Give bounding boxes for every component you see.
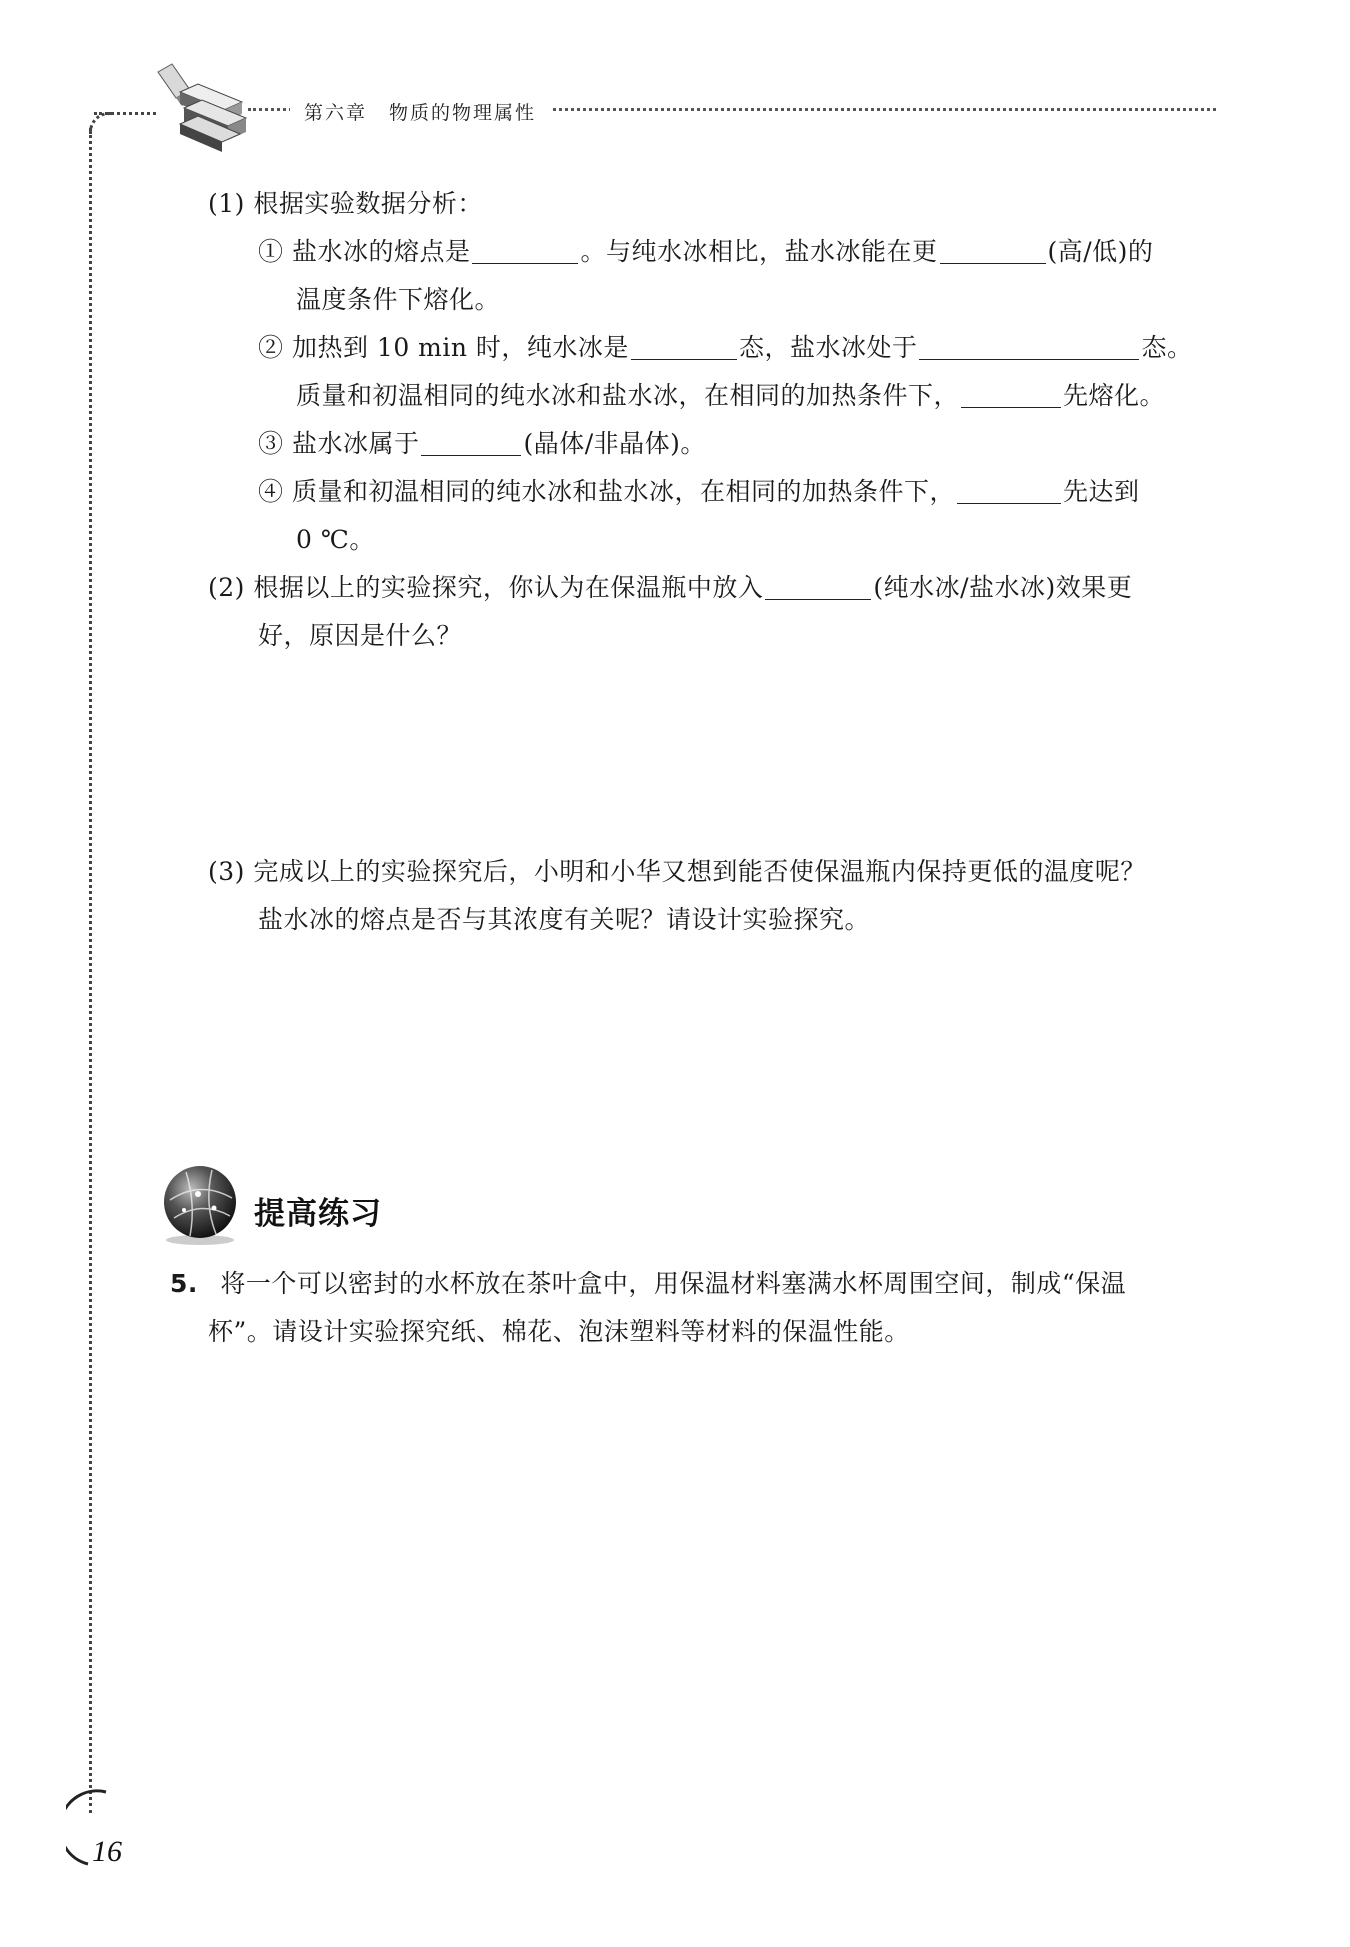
q1-item-2-text-d: 质量和初温相同的纯水冰和盐水冰，在相同的加热条件下， <box>296 381 960 410</box>
page-frame-left <box>89 128 92 1813</box>
running-header <box>290 98 550 125</box>
answer-blank[interactable] <box>961 383 1061 408</box>
q1-item-1-line-2: 温度条件下熔化。 <box>296 285 501 314</box>
q2-text-a: (2) 根据以上的实验探究，你认为在保温瓶中放入 <box>208 573 764 602</box>
answer-blank[interactable] <box>472 239 578 264</box>
answer-blank[interactable] <box>631 335 737 360</box>
q1-item-3-text-a: 盐水冰属于 <box>291 429 420 458</box>
q5-number: 5. <box>170 1269 198 1298</box>
q1-item-1-text-c: (高/低)的 <box>1047 237 1154 266</box>
globe-icon <box>156 1160 246 1250</box>
q1-item-1-text-b: 。与纯水冰相比，盐水冰能在更 <box>580 237 938 266</box>
q2-text-b: (纯水冰/盐水冰)效果更 <box>873 573 1133 602</box>
q1-item-2-text-e: 先熔化。 <box>1063 381 1166 410</box>
chapter-title: 物质的物理属性 <box>389 102 537 124</box>
section-title: 提高练习 <box>254 1196 382 1232</box>
q2-line-1 <box>208 571 1132 605</box>
q1-item-2-line-1 <box>258 331 1192 365</box>
q1-item-1-text-a: 盐水冰的熔点是 <box>291 237 471 266</box>
q1-item-2-line-2 <box>296 379 1165 413</box>
page-number: 16 <box>92 1835 122 1868</box>
circled-num-3: ③ <box>258 429 284 458</box>
q1-item-2-text-a: 加热到 10 min 时，纯水冰是 <box>291 333 629 362</box>
q5-text-a: 将一个可以密封的水杯放在茶叶盒中，用保温材料塞满水杯周围空间，制成“保温 <box>220 1269 1127 1298</box>
q1-item-3-text-b: (晶体/非晶体)。 <box>523 429 706 458</box>
answer-blank[interactable] <box>421 431 521 456</box>
q5-line-2: 杯”。请设计实验探究纸、棉花、泡沫塑料等材料的保温性能。 <box>208 1317 910 1346</box>
answer-blank[interactable] <box>919 335 1139 360</box>
q1-item-4-line-2: 0 ℃。 <box>296 525 375 554</box>
page-frame-corner <box>89 112 112 135</box>
q1-item-4-text-b: 先达到 <box>1062 477 1140 506</box>
answer-blank[interactable] <box>765 575 871 600</box>
q1-item-2-text-b: 态，盐水冰处于 <box>738 333 918 362</box>
q3-line-2: 盐水冰的熔点是否与其浓度有关呢？请设计实验探究。 <box>258 905 871 934</box>
q1-item-4-line-1 <box>258 475 1140 509</box>
circled-num-4: ④ <box>258 477 284 506</box>
chapter-label: 第六章 <box>304 102 368 124</box>
q1-intro: (1) 根据实验数据分析： <box>208 189 483 218</box>
books-icon <box>150 62 250 154</box>
q1-item-2-text-c: 态。 <box>1141 333 1193 362</box>
circled-num-2: ② <box>258 333 284 362</box>
q1-item-3 <box>258 427 706 461</box>
q1-item-1-line-1 <box>258 235 1153 269</box>
circled-num-1: ① <box>258 237 284 266</box>
answer-blank[interactable] <box>957 479 1061 504</box>
q5-line-1 <box>170 1267 1126 1301</box>
answer-blank[interactable] <box>940 239 1046 264</box>
q1-item-4-text-a: 质量和初温相同的纯水冰和盐水冰，在相同的加热条件下， <box>291 477 955 506</box>
q3-line-1: (3) 完成以上的实验探究后，小明和小华又想到能否使保温瓶内保持更低的温度呢？ <box>208 857 1146 886</box>
q2-line-2: 好，原因是什么？ <box>258 621 463 650</box>
